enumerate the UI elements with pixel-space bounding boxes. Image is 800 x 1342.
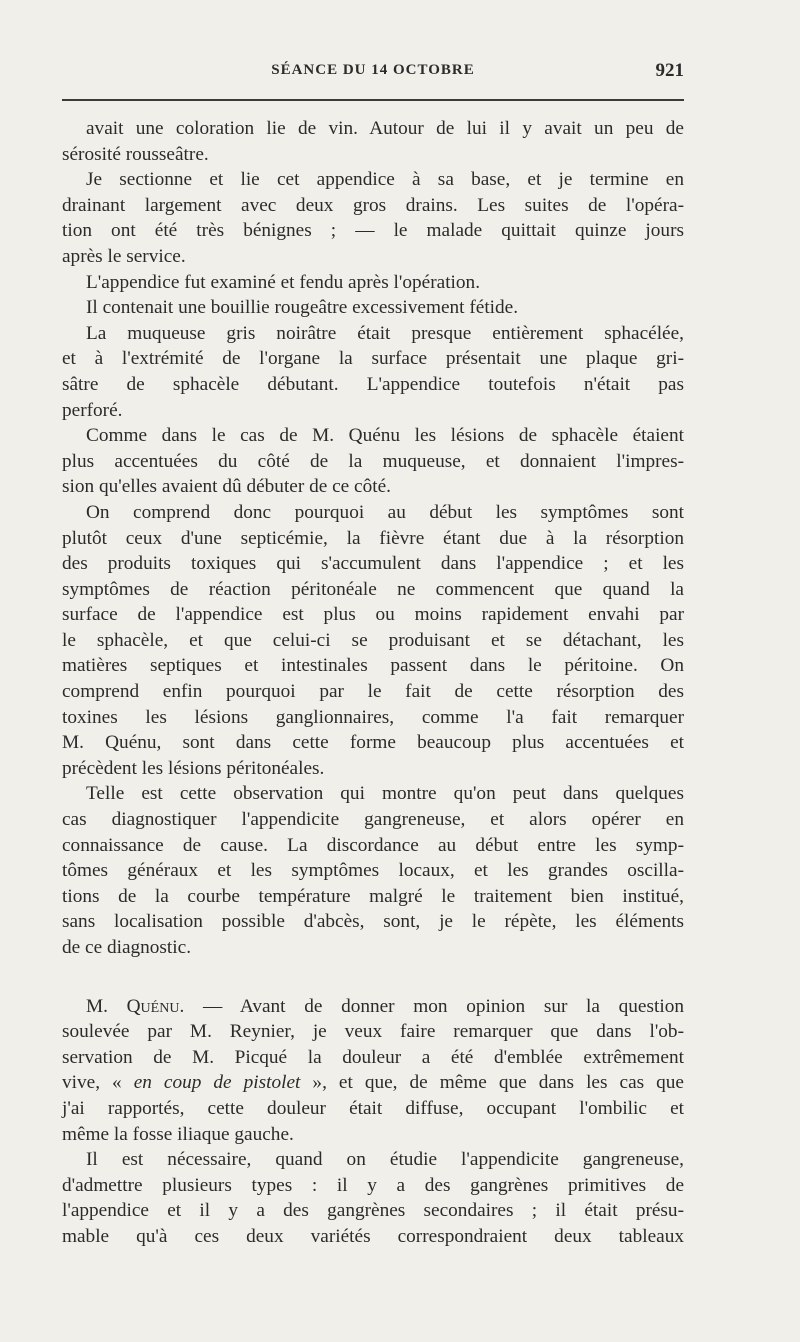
paragraph (62, 500, 684, 782)
body-text (62, 116, 684, 1250)
text-line: drainant largement avec deux gros drains. Les suites de l'opéra- (62, 194, 684, 216)
text-line: perforé. (62, 399, 123, 421)
text-line: des produits toxiques qui s'accumulent dans l'appendice ; et les (62, 553, 684, 575)
running-title: SÉANCE DU 14 OCTOBRE (271, 62, 475, 78)
text-line: tion ont été très bénignes ; — le malade quittait quinze jours (62, 220, 684, 242)
text-line: Telle est cette observation qui montre qu'on peut dans quelques (86, 783, 684, 805)
paragraph (62, 116, 684, 167)
text-line: vive, « en coup de pistolet », et que, de même que dans les cas que (62, 1072, 684, 1094)
text-line: Comme dans le cas de M. Quénu les lésions de sphacèle étaient (86, 425, 684, 447)
header-rule (62, 99, 684, 101)
text-line: comprend enfin pourquoi par le fait de cette résorption des (62, 681, 684, 703)
text-line: sérosité rousseâtre. (62, 143, 209, 165)
paragraph (62, 1147, 684, 1249)
text-line: M. Quénu. — Avant de donner mon opinion sur la question (86, 995, 684, 1017)
text-line: de ce diagnostic. (62, 937, 192, 958)
paragraph (62, 423, 684, 500)
text-line: sâtre de sphacèle débutant. L'appendice toutefois n'était pas (62, 373, 684, 395)
text-line: même la fosse iliaque gauche. (62, 1123, 294, 1145)
text-line: L'appendice fut examiné et fendu après l'opération. (86, 271, 481, 293)
page-number: 921 (655, 60, 684, 81)
text-line: et à l'extrémité de l'organe la surface présentait une plaque gri- (62, 348, 684, 370)
text-line: cas diagnostiquer l'appendicite gangreneuse, et alors opérer en (62, 809, 684, 831)
paragraph (62, 270, 684, 296)
text-line: tômes généraux et les symptômes locaux, et les grandes oscilla- (62, 860, 684, 882)
italic-quote: en coup de pistolet (133, 1072, 301, 1094)
page-header (62, 58, 684, 88)
speaker-name: M. Quénu. (86, 995, 185, 1017)
text-line: sans localisation possible d'abcès, sont, je le répète, les éléments (62, 911, 684, 933)
text-line: d'admettre plusieurs types : il y a des gangrènes primitives de (62, 1174, 684, 1196)
text-line: Je sectionne et lie cet appendice à sa base, et je termine en (86, 169, 684, 191)
text-line: plutôt ceux d'une septicémie, la fièvre étant due à la résorption (62, 527, 684, 549)
text-line: Il est nécessaire, quand on étudie l'appendicite gangreneuse, (86, 1149, 684, 1171)
text-line: symptômes de réaction péritonéale ne commencent que quand la (62, 578, 684, 600)
paragraph (62, 781, 684, 960)
text-line: La muqueuse gris noirâtre était presque entièrement sphacélée, (86, 322, 684, 344)
paragraph (62, 321, 684, 423)
paragraph (62, 167, 684, 269)
text-line: avait une coloration lie de vin. Autour de lui il y avait un peu de (86, 118, 684, 139)
text-line: sion qu'elles avaient dû débuter de ce côté. (62, 476, 391, 498)
text-line: après le service. (62, 245, 186, 267)
text-line: matières septiques et intestinales passent dans le péritoine. On (62, 655, 684, 677)
text-line: surface de l'appendice est plus ou moins rapidement envahi par (62, 604, 684, 626)
text-line: Il contenait une bouillie rougeâtre excessivement fétide. (86, 297, 519, 319)
text-line: j'ai rapportés, cette douleur était diffuse, occupant l'ombilic et (62, 1097, 684, 1119)
text-line: On comprend donc pourquoi au début les symptômes sont (86, 501, 684, 523)
paragraph-quenu (62, 994, 684, 1148)
text-line: tions de la courbe température malgré le traitement bien institué, (62, 885, 684, 907)
text-line: plus accentuées du côté de la muqueuse, et donnaient l'impres- (62, 450, 684, 472)
text-line: soulevée par M. Reynier, je veux faire remarquer que dans l'ob- (62, 1021, 684, 1043)
text-line: servation de M. Picqué la douleur a été d'emblée extrêmement (62, 1046, 684, 1068)
text-line: le sphacèle, et que celui-ci se produisant et se détachant, les (62, 629, 684, 651)
text-line: mable qu'à ces deux variétés correspondraient deux tableaux (62, 1225, 684, 1247)
text-line: M. Quénu, sont dans cette forme beaucoup plus accentuées et (62, 732, 684, 754)
section-gap (62, 961, 684, 994)
text-line: toxines les lésions ganglionnaires, comme l'a fait remarquer (62, 706, 684, 728)
text-line: l'appendice et il y a des gangrènes secondaires ; il était présu- (62, 1200, 684, 1222)
text-line: précèdent les lésions péritonéales. (62, 757, 325, 779)
text-line: connaissance de cause. La discordance au début entre les symp- (62, 834, 684, 856)
first-paragraphs (62, 116, 684, 961)
final-paragraph (62, 1147, 684, 1249)
paragraph (62, 295, 684, 321)
